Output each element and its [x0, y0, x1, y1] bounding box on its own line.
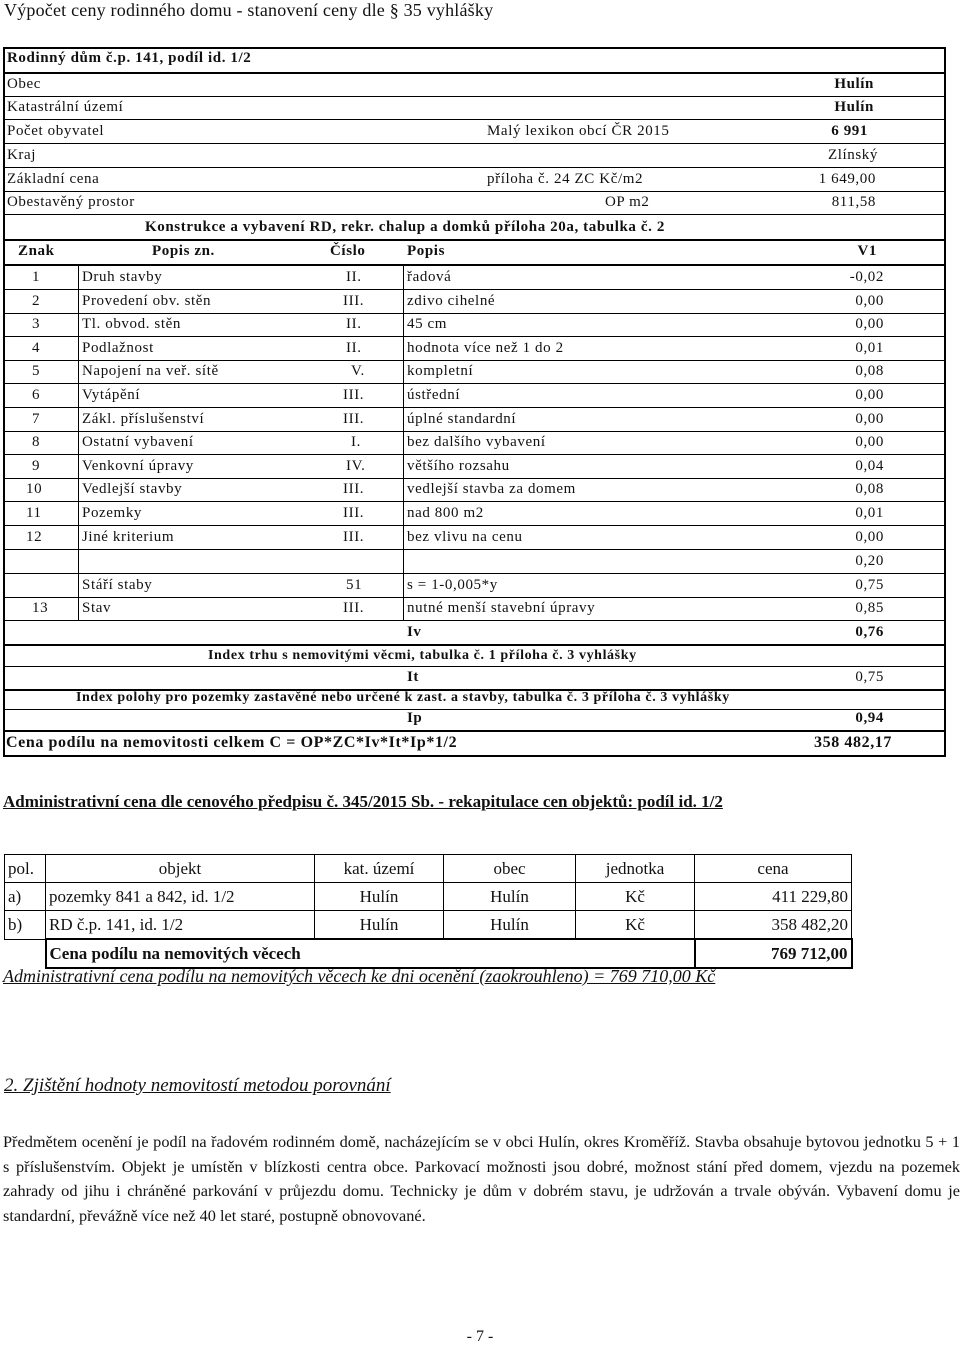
item-index: 12 — [26, 528, 43, 545]
summary-row — [5, 911, 852, 940]
item-class: III. — [343, 292, 365, 309]
summary-cell: RD č.p. 141, id. 1/2 — [46, 911, 315, 940]
item-value: 0,00 — [855, 410, 884, 427]
total-label: Cena podílu na nemovitosti celkem C = OP*ZC*Iv*It*Ip*1/2 — [6, 734, 458, 751]
col-header-popis: Popis — [407, 243, 446, 259]
summary-header: cena — [695, 855, 852, 883]
item-class: V. — [351, 363, 365, 380]
summary-cell: pozemky 841 a 842, id. 1/2 — [46, 883, 315, 911]
item-description: nad 800 m2 — [407, 505, 484, 521]
item-description: bez dalšího vybavení — [407, 434, 546, 451]
item-index: 11 — [26, 505, 42, 521]
summary-header: pol. — [5, 855, 46, 883]
divider — [3, 709, 944, 710]
item-index: 5 — [32, 363, 41, 380]
item-name: Pozemky — [82, 505, 143, 521]
summary-total-row — [5, 939, 852, 968]
item-class: III. — [343, 387, 365, 403]
divider — [3, 167, 944, 168]
item-value: 0,08 — [855, 363, 884, 380]
it-label: It — [407, 669, 420, 685]
item-description: hodnota více než 1 do 2 — [407, 339, 564, 356]
state-label: Stav — [82, 600, 112, 616]
location-index-title: Index polohy pro pozemky zastavěné nebo určené k zast. a stavby, tabulka č. 3 příloha č. 3 vyhlášky — [76, 690, 730, 705]
item-value: 0,08 — [855, 481, 884, 498]
state-desc: nutné menší stavební úpravy — [407, 600, 596, 616]
info-value: 6 991 — [831, 123, 868, 139]
summary-total-label: Cena podílu na nemovitých věcech — [46, 939, 695, 968]
col-header-popis-zn: Popis zn. — [152, 243, 215, 259]
item-name: Jiné kriterium — [82, 528, 175, 545]
item-name: Vytápění — [82, 387, 141, 403]
divider — [3, 143, 944, 144]
summary-total-value: 769 712,00 — [695, 939, 852, 968]
summary-cell: b) — [5, 911, 46, 940]
summary-cell: Hulín — [444, 883, 576, 911]
item-name: Ostatní vybavení — [82, 434, 194, 451]
item-name: Provedení obv. stěn — [82, 292, 212, 309]
sum-value: 0,20 — [855, 553, 884, 569]
divider — [3, 96, 944, 97]
item-index: 6 — [32, 387, 41, 403]
admin-heading: Administrativní cena dle cenového předpisu č. 345/2015 Sb. - rekapitulace cen objektů: podíl id. 1/2 — [3, 792, 723, 811]
header-row: Rodinný dům č.p. 141, podíl id. 1/2 — [7, 50, 252, 66]
item-index: 2 — [32, 292, 41, 309]
item-index: 8 — [32, 434, 41, 451]
page-title: Výpočet ceny rodinného domu - stanovení ceny dle § 35 vyhlášky — [4, 0, 494, 20]
total-value: 358 482,17 — [814, 734, 892, 751]
info-source: příloha č. 24 ZC Kč/m2 — [487, 171, 644, 187]
summary-header: jednotka — [576, 855, 695, 883]
construction-title: Konstrukce a vybavení RD, rekr. chalup a domků příloha 20a, tabulka č. 2 — [145, 219, 665, 235]
item-index: 9 — [32, 457, 41, 474]
item-value: 0,01 — [855, 505, 884, 521]
divider — [3, 666, 944, 667]
item-index: 7 — [32, 410, 41, 427]
column-separator — [78, 266, 79, 621]
item-value: 0,01 — [855, 339, 884, 356]
item-description: kompletní — [407, 363, 474, 380]
divider — [3, 239, 944, 241]
summary-cell: Hulín — [315, 883, 444, 911]
divider — [3, 549, 944, 550]
item-description: vedlejší stavba za domem — [407, 481, 576, 498]
item-class: III. — [343, 410, 365, 427]
summary-empty — [5, 939, 46, 968]
age-value: 0,75 — [855, 577, 884, 593]
info-label: Obestavěný prostor — [7, 194, 135, 210]
summary-header: objekt — [46, 855, 315, 883]
item-name: Tl. obvod. stěn — [82, 316, 181, 333]
admin-price-line: Administrativní cena podílu na nemovitých věcech ke dni ocenění (zaokrouhleno) = 769 710,00 Kč — [3, 966, 716, 986]
info-value: Zlínský — [827, 147, 878, 163]
age-years: 51 — [346, 577, 363, 593]
summary-cell: Kč — [576, 883, 695, 911]
summary-header: kat. území — [315, 855, 444, 883]
item-description: řadová — [407, 269, 452, 285]
state-value: 0,85 — [855, 600, 884, 616]
info-value: Hulín — [834, 99, 874, 115]
item-value: 0,00 — [855, 387, 884, 403]
age-formula: s = 1-0,005*y — [407, 577, 498, 593]
item-class: I. — [351, 434, 361, 451]
summary-cell: Hulín — [444, 911, 576, 940]
summary-cell: 411 229,80 — [695, 883, 852, 911]
item-name: Venkovní úpravy — [82, 457, 194, 474]
iv-label: Iv — [407, 624, 422, 640]
item-class: III. — [343, 528, 365, 545]
info-source: Malý lexikon obcí ČR 2015 — [487, 123, 670, 139]
item-name: Vedlejší stavby — [82, 481, 183, 498]
page-number: - 7 - — [466, 1328, 494, 1345]
description-paragraph: Předmětem ocenění je podíl na řadovém rodinném domě, nacházejícím se v obci Hulín, okres Kroměříž. Stavba obsahuje bytovou jednotku 5 + 1 s příslušenstvím. Objekt je umístěn v blízkosti centra obce. Parkovací možnosti jsou dobré, možnost stání před domem, vjezdu na pozemek zahrady od jihu i chráněné parkování v průjezdu domu. Technicky je dům v dobrém stavu, je udržován a trvale obýván. Vybavení domu je standardní, převážně více než 40 let staré, postupně obnovované. — [3, 1132, 960, 1225]
state-class: III. — [343, 600, 365, 616]
info-value: 1 649,00 — [818, 171, 876, 187]
info-label: Obec — [7, 76, 42, 92]
item-name: Druh stavby — [82, 269, 163, 285]
divider — [3, 214, 944, 215]
item-description: 45 cm — [407, 316, 448, 333]
item-class: II. — [346, 269, 362, 285]
info-label: Počet obyvatel — [7, 123, 105, 139]
summary-header-row — [5, 855, 852, 883]
col-header-znak: Znak — [18, 243, 55, 259]
item-description: ústřední — [407, 387, 461, 403]
item-index: 3 — [32, 316, 41, 333]
divider — [3, 383, 944, 384]
info-value: 811,58 — [831, 194, 876, 210]
item-name: Zákl. příslušenství — [82, 410, 205, 427]
item-index: 1 — [32, 269, 41, 285]
summary-table — [4, 854, 853, 969]
state-index: 13 — [32, 600, 49, 616]
item-index: 4 — [32, 339, 41, 356]
ip-label: Ip — [407, 710, 423, 726]
item-name: Podlažnost — [82, 339, 154, 356]
section-heading: 2. Zjištění hodnoty nemovitostí metodou porovnání — [4, 1075, 391, 1096]
summary-cell: a) — [5, 883, 46, 911]
ip-value: 0,94 — [855, 710, 884, 726]
divider — [3, 72, 944, 74]
item-value: 0,00 — [855, 292, 884, 309]
divider — [3, 191, 944, 192]
summary-row — [5, 883, 852, 911]
summary-cell: Kč — [576, 911, 695, 940]
item-class: II. — [346, 316, 362, 333]
info-label: Kraj — [7, 147, 37, 163]
divider — [3, 119, 944, 120]
iv-value: 0,76 — [855, 624, 884, 640]
item-class: II. — [346, 339, 362, 356]
item-class: III. — [343, 505, 365, 521]
info-source: OP m2 — [605, 194, 650, 210]
item-description: většího rozsahu — [407, 457, 510, 474]
item-index: 10 — [26, 481, 43, 498]
info-label: Základní cena — [7, 171, 100, 187]
item-class: IV. — [346, 457, 366, 474]
item-value: 0,04 — [855, 457, 884, 474]
item-description: bez vlivu na cenu — [407, 528, 523, 545]
item-value: -0,02 — [849, 269, 884, 285]
it-value: 0,75 — [855, 669, 884, 685]
item-value: 0,00 — [855, 316, 884, 333]
summary-header: obec — [444, 855, 576, 883]
info-label: Katastrální území — [7, 99, 124, 115]
item-name: Napojení na veř. sítě — [82, 363, 219, 380]
summary-cell: Hulín — [315, 911, 444, 940]
column-separator — [403, 266, 404, 621]
item-class: III. — [343, 481, 365, 498]
item-value: 0,00 — [855, 528, 884, 545]
summary-cell: 358 482,20 — [695, 911, 852, 940]
item-value: 0,00 — [855, 434, 884, 451]
divider — [3, 620, 944, 621]
market-index-title: Index trhu s nemovitými věcmi, tabulka č. 1 příloha č. 3 vyhlášky — [208, 648, 637, 663]
info-value: Hulín — [834, 76, 874, 92]
item-description: zdivo cihelné — [407, 292, 496, 309]
col-header-cislo: Číslo — [330, 243, 366, 259]
item-description: úplné standardní — [407, 410, 517, 427]
age-label: Stáří staby — [82, 577, 153, 593]
col-header-v1: V1 — [857, 243, 877, 259]
